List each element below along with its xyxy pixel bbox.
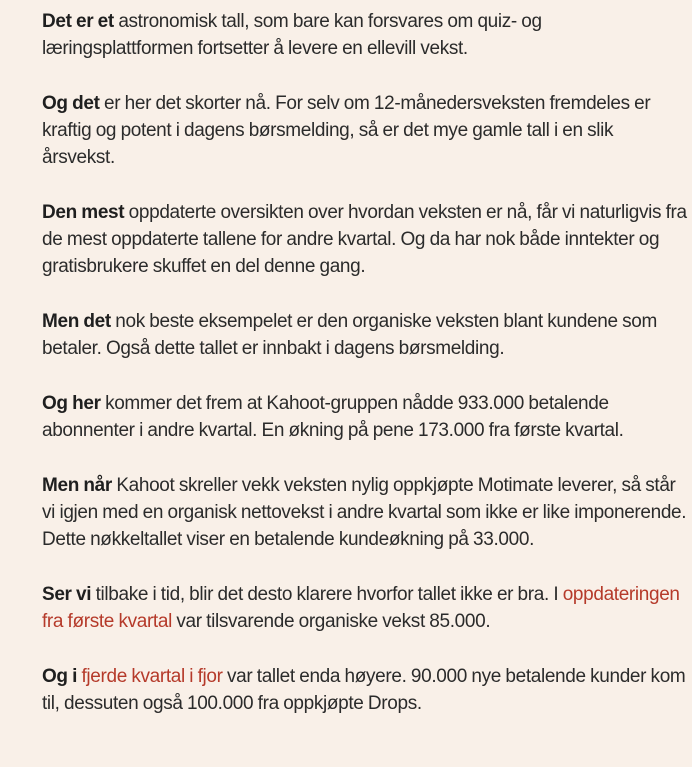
paragraph-text: nok beste eksempelet er den organiske veksten blant kundene som betaler. Også dette tallet er innbakt i dagens børsmelding. (42, 311, 657, 359)
paragraph-4 (42, 308, 690, 362)
paragraph-text: kommer det frem at Kahoot-gruppen nådde 933.000 betalende abonnenter i andre kvartal. En økning på pene 173.000 fra første kvartal. (42, 393, 624, 441)
paragraph-text: er her det skorter nå. For selv om 12-månedersveksten fremdeles er kraftig og potent i dagens børsmelding, så er det mye gamle tall i en slik årsvekst. (42, 93, 651, 168)
paragraph-lead: Men når (42, 475, 112, 496)
paragraph-6 (42, 472, 690, 553)
paragraph-8 (42, 663, 690, 717)
paragraph-7 (42, 581, 690, 635)
article-body (42, 8, 690, 745)
paragraph-5 (42, 390, 690, 444)
paragraph-text: tilbake i tid, blir det desto klarere hvorfor tallet ikke er bra. I (91, 584, 563, 605)
paragraph-text: var tilsvarende organiske vekst 85.000. (171, 611, 491, 632)
paragraph-lead: Ser vi (42, 584, 92, 605)
paragraph-lead: Og det (42, 93, 100, 114)
paragraph-lead: Den mest (42, 202, 125, 223)
paragraph-3 (42, 199, 690, 280)
paragraph-1 (42, 8, 690, 62)
paragraph-text: astronomisk tall, som bare kan forsvares om quiz- og læringsplattformen fortsetter å levere en ellevill vekst. (42, 11, 542, 59)
link-first-quarter-update[interactable]: oppdateringen fra første kvartal (42, 584, 680, 632)
link-fourth-quarter-last-year[interactable]: fjerde kvartal i fjor (81, 666, 223, 687)
paragraph-lead: Det er et (42, 11, 114, 32)
paragraph-text: oppdaterte oversikten over hvordan veksten er nå, får vi naturligvis fra de mest oppdaterte tallene for andre kvartal. Og da har nok både inntekter og gratisbrukere skuffet en del denne gang. (42, 202, 687, 277)
paragraph-lead: Men det (42, 311, 111, 332)
paragraph-2 (42, 90, 690, 171)
paragraph-text: Kahoot skreller vekk veksten nylig oppkjøpte Motimate leverer, så står vi igjen med en organisk nettovekst i andre kvartal som ikke er like imponerende. Dette nøkkeltallet viser en betalende kundeøkning på 33.000. (42, 475, 687, 550)
paragraph-lead: Og her (42, 393, 101, 414)
paragraph-text: var tallet enda høyere. 90.000 nye betalende kunder kom til, dessuten også 100.000 fra oppkjøpte Drops. (42, 666, 686, 714)
paragraph-lead: Og i (42, 666, 78, 687)
